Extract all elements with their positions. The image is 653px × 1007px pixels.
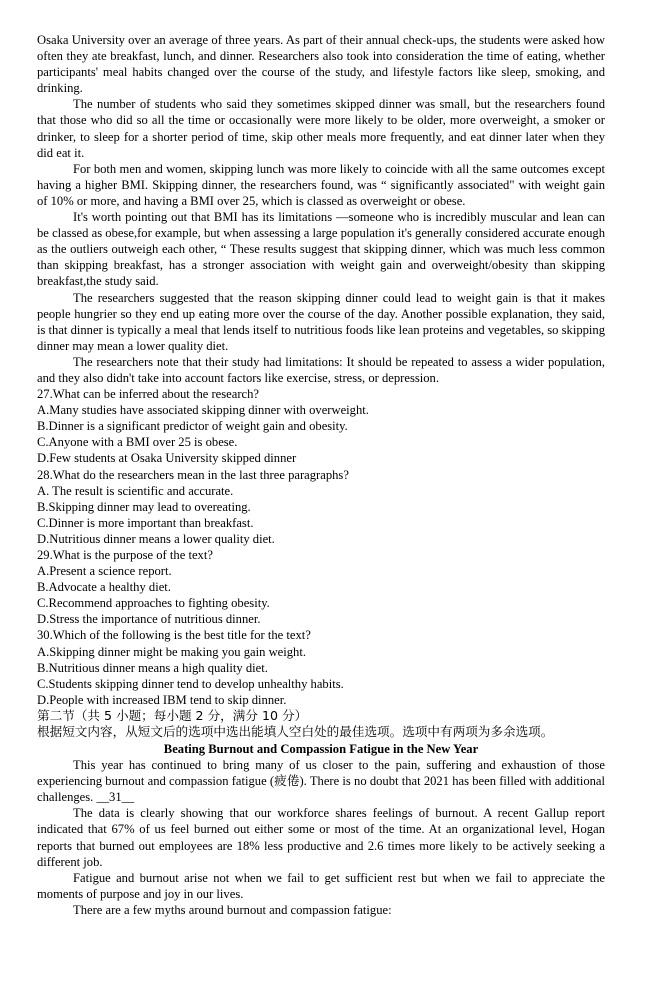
paragraph: The number of students who said they sometimes skipped dinner was small, but the researchers found that those who did so all the time or occasionally were more likely to be older, more overweight, a smoker or drinker, to sleep for a shorter period of time, skip other meals more frequently, and eat dinner later when they did eat it. bbox=[37, 97, 605, 160]
option: A.Skipping dinner might be making you gain weight. bbox=[37, 644, 306, 659]
paragraph: It's worth pointing out that BMI has its limitations —someone who is incredibly muscular and lean can be classed as obese,for example, but when assessing a large population it's generally considered accurate enough as the outliers outweigh each other, “ These results suggest that skipping dinner, which was much less common than skipping breakfast, has a stronger association with weight gain and overweight/obesity than skipping breakfast,the study said. bbox=[37, 210, 605, 289]
paragraph: The researchers note that their study had limitations: It should be repeated to assess a wider population, and they also didn't take into account factors like exercise, stress, or depression. bbox=[37, 354, 605, 385]
option: C.Dinner is more important than breakfast. bbox=[37, 515, 254, 530]
option: C.Anyone with a BMI over 25 is obese. bbox=[37, 435, 238, 450]
paragraph: Osaka University over an average of three years. As part of their annual check-ups, the students were asked how often they ate breakfast, lunch, and dinner. Researchers also took into consideration the time of eating, whether participants' meal habits changed over the course of the study, and lifestyle factors like sleep, smoking, and drinking. bbox=[37, 33, 605, 96]
section-instruction: 根据短文内容，从短文后的选项中选出能填人空白处的最佳选项。选项中有两项为多余选项。 bbox=[37, 724, 554, 740]
question-stem: 28.What do the researchers mean in the last three paragraphs? bbox=[37, 467, 349, 482]
option: C.Students skipping dinner tend to develop unhealthy habits. bbox=[37, 676, 344, 691]
question-stem: 27.What can be inferred about the research? bbox=[37, 387, 260, 402]
paragraph: For both men and women, skipping lunch was more likely to coincide with all the same outcomes except having a higher BMI. Skipping dinner, the researchers found, was “ significantly associated" with weight gain of 10% or more, and having a BMI over 25, which is classed as overweight or obese. bbox=[37, 161, 605, 208]
paragraph: The data is clearly showing that our workforce shares feelings of burnout. A recent Gallup report indicated that 67% of us feel burned out either some or most of the time. At an organizational level, Hogan reports that burned out employees are 18% less productive and 2.6 times more likely to be actively seeking a different job. bbox=[37, 806, 605, 869]
question-27 bbox=[37, 386, 605, 466]
question-stem: 29.What is the purpose of the text? bbox=[37, 548, 213, 562]
option: D.Nutritious dinner means a lower quality diet. bbox=[37, 531, 275, 546]
passage-title: Beating Burnout and Compassion Fatigue in the New Year bbox=[163, 741, 479, 756]
option: A. The result is scientific and accurate. bbox=[37, 483, 234, 498]
option: B.Skipping dinner may lead to overeating. bbox=[37, 499, 251, 514]
question-28 bbox=[37, 467, 605, 547]
paragraph: Fatigue and burnout arise not when we fail to get sufficient rest but when we fail to appreciate the moments of purpose and joy in our lives. bbox=[37, 870, 605, 901]
question-stem: 30.Which of the following is the best title for the text? bbox=[37, 628, 311, 643]
document-page bbox=[37, 32, 605, 918]
section-heading: 第二节（共 5 小题；每小题 2 分，满分 10 分） bbox=[37, 707, 308, 723]
option: D.People with increased IBM tend to skip dinner. bbox=[37, 692, 287, 707]
option: C.Recommend approaches to fighting obesity. bbox=[37, 596, 270, 611]
option: D.Stress the importance of nutritious dinner. bbox=[37, 612, 261, 627]
option: B.Dinner is a significant predictor of weight gain and obesity. bbox=[37, 419, 348, 434]
option: A.Many studies have associated skipping dinner with overweight. bbox=[37, 403, 369, 418]
paragraph: The researchers suggested that the reason skipping dinner could lead to weight gain is that it makes people hungrier so they end up eating more over the course of the day. Another possible explanation, they said, is that dinner is typically a meal that lends itself to nutritious foods like lean proteins and vegetables, so skipping dinner may mean a lower quality diet. bbox=[37, 290, 606, 353]
option: B.Nutritious dinner means a high quality diet. bbox=[37, 660, 268, 675]
option: D.Few students at Osaka University skipped dinner bbox=[37, 451, 297, 466]
option: A.Present a science report. bbox=[37, 564, 172, 579]
paragraph: This year has continued to bring many of us closer to the pain, suffering and exhaustion of those experiencing burnout and compassion fatigue (疲倦). There is no doubt that 2021 has been filled with additional challenges. __31__ bbox=[37, 758, 605, 805]
paragraph: There are a few myths around burnout and compassion fatigue: bbox=[73, 902, 392, 917]
option: B.Advocate a healthy diet. bbox=[37, 580, 171, 595]
question-29 bbox=[37, 547, 605, 627]
question-30 bbox=[37, 627, 605, 707]
